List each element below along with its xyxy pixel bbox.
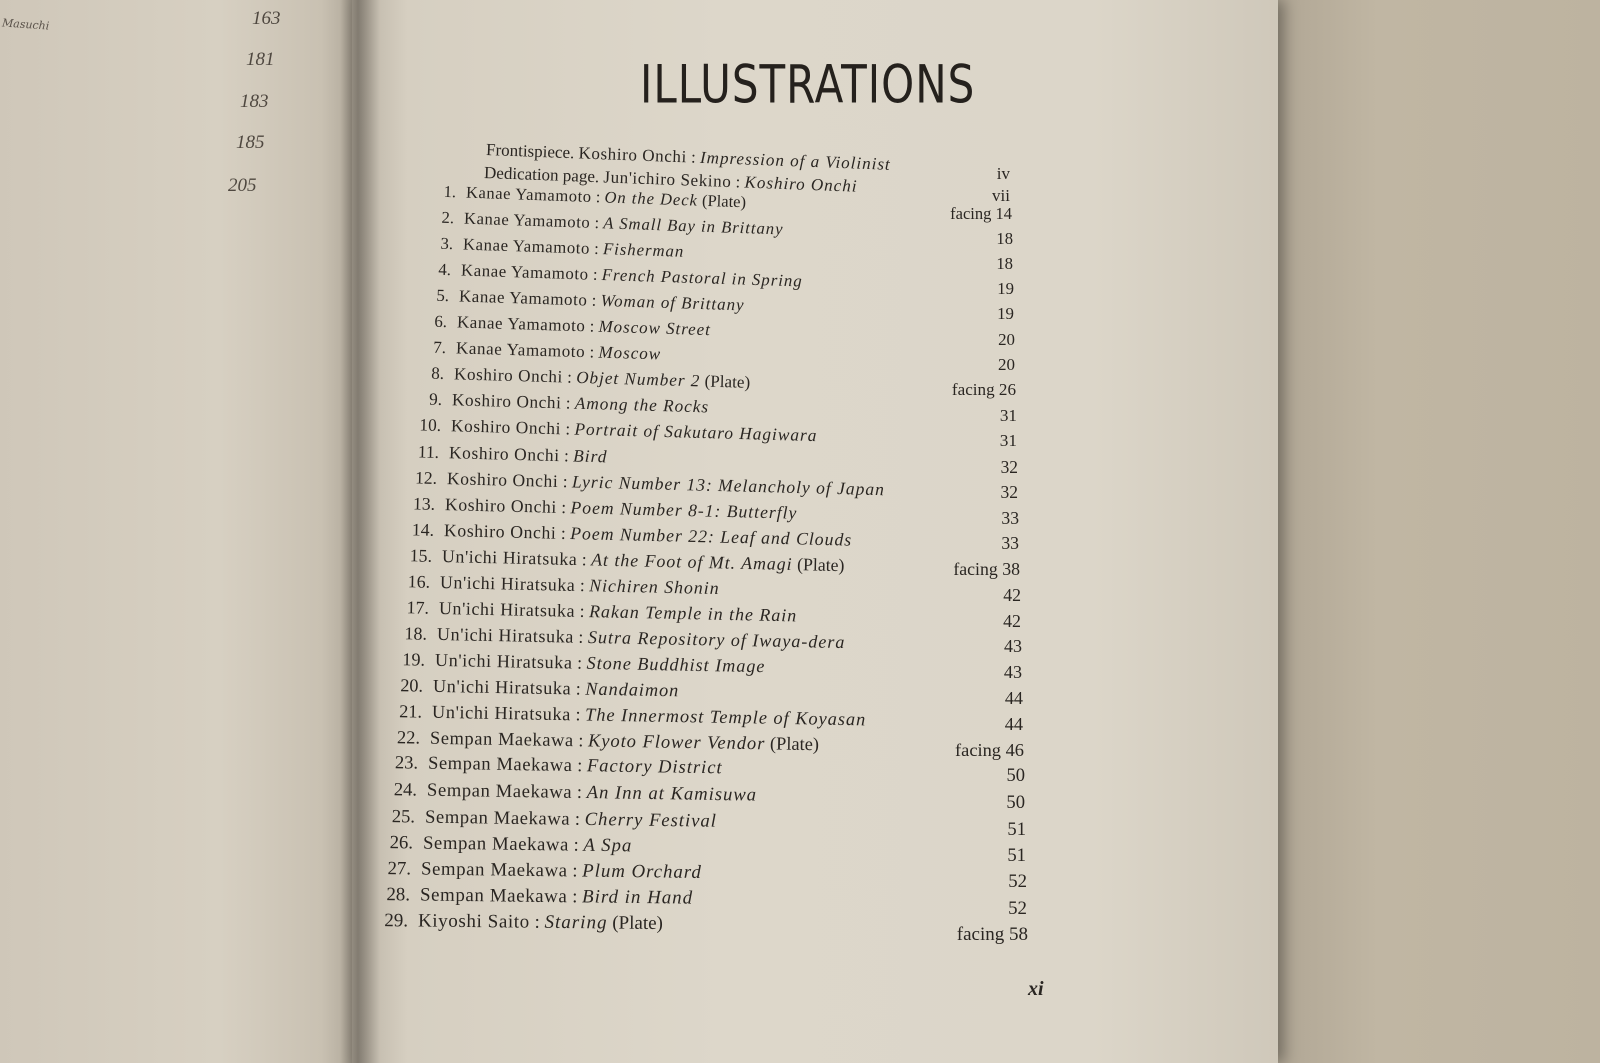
entry-artist: Koshiro Onchi — [578, 143, 688, 167]
entry-work: Stone Buddhist Image — [586, 652, 766, 677]
entry-page-ref: 51 — [1007, 819, 1026, 840]
entry-page-ref: 33 — [1001, 533, 1019, 553]
entry-page-ref: 42 — [1003, 585, 1021, 605]
entry-page-ref: 18 — [996, 254, 1013, 273]
entry-work: Impression of a Violinist — [699, 147, 892, 174]
entry-artist: Un'ichi Hiratsuka — [441, 546, 578, 570]
entry-work: Sutra Repository of Iwaya-dera — [587, 626, 846, 653]
entry-number: 21. — [398, 701, 423, 722]
entry-work: Bird — [572, 445, 608, 467]
illustration-entry: 16. Un'ichi Hiratsuka : Nichiren Shonin — [394, 571, 395, 595]
illustration-entry: 15. Un'ichi Hiratsuka : At the Foot of Mt. Amagi (Plate) — [396, 545, 397, 569]
entry-number: 10. — [419, 415, 442, 435]
entry-artist: Kanae Yamamoto — [455, 338, 586, 362]
entry-page-ref: 32 — [1000, 457, 1018, 477]
front-matter-entry: Frontispiece. Koshiro Onchi : Impression of a Violinist — [485, 140, 892, 174]
entry-note: (Plate) — [612, 912, 664, 935]
entry-number: 5. — [436, 285, 450, 306]
entry-number: 20. — [400, 675, 424, 696]
entry-page-ref: facing 14 — [950, 204, 1012, 223]
entry-note: (Plate) — [704, 371, 751, 392]
entry-page-ref: 44 — [1004, 688, 1023, 708]
entry-artist: Kanae Yamamoto — [465, 182, 593, 206]
entry-number: 23. — [394, 753, 419, 774]
entry-number: 6. — [434, 311, 448, 332]
entry-artist: Un'ichi Hiratsuka — [434, 649, 573, 673]
entry-page-ref: 19 — [997, 304, 1014, 323]
entry-number: 4. — [438, 259, 452, 280]
entry-work: Fisherman — [602, 239, 685, 261]
entry-work: French Pastoral in Spring — [601, 265, 804, 291]
entry-number: 24. — [393, 779, 418, 801]
entry-page-ref: 50 — [1006, 792, 1025, 813]
entry-page-ref: 42 — [1003, 611, 1021, 631]
entry-number: 28. — [386, 884, 411, 906]
entry-number: 11. — [417, 441, 440, 462]
entry-work: Among the Rocks — [574, 393, 710, 417]
illustration-entry: 13. Koshiro Onchi : Poem Number 8-1: Butterfly — [399, 493, 400, 517]
entry-page-ref: facing 26 — [951, 380, 1016, 399]
entry-artist: Sempan Maekawa — [420, 858, 568, 882]
entry-artist: Sempan Maekawa — [424, 806, 571, 830]
entry-number: 19. — [402, 649, 426, 670]
entry-number: 12. — [414, 467, 438, 488]
entry-work: An Inn at Kamisuwa — [586, 782, 758, 806]
entry-page-ref: facing 58 — [956, 924, 1028, 945]
entry-number: 18. — [404, 623, 428, 644]
entry-label: Dedication page. — [483, 163, 600, 187]
entry-work: Nichiren Shonin — [588, 575, 720, 599]
entry-artist: Un'ichi Hiratsuka — [439, 572, 576, 595]
entry-work: Moscow Street — [598, 316, 712, 340]
entry-page-ref: 19 — [997, 279, 1014, 298]
entry-work: Poem Number 22: Leaf and Clouds — [569, 523, 853, 550]
entry-note: (Plate) — [796, 554, 845, 576]
entry-artist: Koshiro Onchi — [444, 494, 558, 517]
entry-number: 9. — [428, 389, 443, 410]
entry-artist: Sempan Maekawa — [419, 884, 568, 908]
entry-work: Staring — [544, 911, 608, 934]
entry-artist: Koshiro Onchi — [443, 520, 557, 543]
entry-page-ref: 32 — [1000, 482, 1018, 502]
entry-number: 15. — [409, 545, 433, 566]
entry-work: Cherry Festival — [584, 808, 718, 832]
entry-page-ref: 52 — [1008, 871, 1027, 892]
entry-work: Portrait of Sakutaro Hagiwara — [574, 419, 818, 446]
entry-number: 29. — [384, 910, 409, 932]
entry-work: Objet Number 2 — [575, 367, 701, 391]
entry-work: Poem Number 8-1: Butterfly — [570, 497, 798, 523]
entry-artist: Kanae Yamamoto — [463, 208, 591, 232]
entry-note: (Plate) — [701, 190, 747, 212]
page-title: ILLUSTRATIONS — [640, 53, 976, 116]
entry-page-ref: 43 — [1003, 662, 1022, 682]
entry-artist: Un'ichi Hiratsuka — [431, 701, 572, 725]
left-page-number: 185 — [236, 132, 265, 153]
entry-page-ref: 20 — [998, 355, 1015, 374]
entry-work: Plum Orchard — [582, 860, 702, 883]
entry-page-ref: iv — [996, 164, 1010, 183]
entry-label: Frontispiece. — [485, 140, 575, 163]
entry-number: 16. — [407, 571, 431, 592]
illustration-entry: 6. Kanae Yamamoto : Moscow Street — [411, 311, 412, 335]
entry-artist: Koshiro Onchi — [446, 468, 559, 491]
entry-page-ref: 52 — [1008, 898, 1027, 919]
entry-work: Koshiro Onchi — [744, 172, 858, 196]
entry-page-ref: 43 — [1004, 636, 1022, 656]
entry-artist: Sempan Maekawa — [427, 753, 573, 776]
illustration-entry: 11. Koshiro Onchi : Bird — [403, 441, 404, 465]
entry-work: At the Foot of Mt. Amagi — [590, 549, 793, 574]
illustration-entry: 1. Kanae Yamamoto : On the Deck (Plate) — [420, 181, 421, 205]
illustration-entry: 14. Koshiro Onchi : Poem Number 22: Leaf and Clouds — [398, 519, 399, 543]
entry-number: 22. — [396, 727, 421, 748]
illustration-entry: 5. Kanae Yamamoto : Woman of Brittany — [413, 285, 414, 309]
entry-number: 1. — [443, 181, 457, 202]
entry-artist: Koshiro Onchi — [451, 390, 562, 413]
illustration-entry: 2. Kanae Yamamoto : A Small Bay in Brittany — [418, 207, 419, 231]
entry-page-ref: facing 38 — [953, 559, 1020, 579]
illustration-entry: 7. Kanae Yamamoto : Moscow — [410, 337, 411, 361]
entry-number: 27. — [387, 858, 412, 880]
left-page-number: 181 — [246, 49, 275, 70]
entry-artist: Kanae Yamamoto — [462, 234, 591, 258]
entry-artist: Koshiro Onchi — [448, 442, 560, 466]
entry-page-ref: 31 — [999, 406, 1017, 425]
entry-number: 25. — [391, 806, 416, 828]
entry-page-ref: 31 — [999, 431, 1017, 450]
page-folio: xi — [1028, 978, 1044, 1000]
entry-artist: Sempan Maekawa — [429, 727, 574, 751]
left-page-number: 183 — [240, 91, 269, 112]
entry-page-ref: 18 — [996, 229, 1013, 248]
illustration-entry: 10. Koshiro Onchi : Portrait of Sakutaro Hagiwara — [405, 415, 406, 439]
entry-page-ref: 20 — [998, 330, 1015, 349]
entry-work: Rakan Temple in the Rain — [588, 601, 798, 626]
entry-work: A Small Bay in Brittany — [602, 213, 784, 239]
left-page — [0, 0, 365, 1063]
entry-artist: Jun'ichiro Sekino — [603, 167, 732, 192]
entry-number: 13. — [412, 493, 436, 514]
entry-work: Bird in Hand — [581, 886, 694, 909]
entry-artist: Un'ichi Hiratsuka — [436, 623, 575, 647]
entry-work: Factory District — [586, 756, 723, 779]
entry-work: A Spa — [583, 834, 633, 857]
background-cloth — [1230, 0, 1600, 1063]
illustration-entry: 4. Kanae Yamamoto : French Pastoral in Spring — [415, 259, 416, 283]
entry-artist: Sempan Maekawa — [426, 779, 573, 803]
entry-artist: Un'ichi Hiratsuka — [432, 675, 572, 699]
entry-artist: Kiyoshi Saito — [417, 910, 530, 933]
entry-artist: Koshiro Onchi — [450, 416, 562, 439]
entry-artist: Un'ichi Hiratsuka — [438, 597, 576, 621]
illustration-entry: 3. Kanae Yamamoto : Fisherman — [417, 233, 418, 257]
entry-number: 3. — [440, 233, 454, 254]
entry-artist: Sempan Maekawa — [422, 832, 570, 856]
entry-page-ref: 33 — [1001, 508, 1019, 528]
entry-number: 2. — [441, 207, 455, 228]
entry-work: On the Deck — [604, 187, 699, 210]
entry-work: Lyric Number 13: Melancholy of Japan — [571, 471, 886, 500]
entry-number: 17. — [406, 597, 430, 618]
entry-work: Kyoto Flower Vendor — [587, 730, 766, 754]
entry-work: Moscow — [598, 342, 662, 364]
entry-work: Nandaimon — [585, 678, 680, 701]
entry-number: 8. — [430, 363, 445, 384]
illustration-entry: 9. Koshiro Onchi : Among the Rocks — [406, 389, 407, 413]
entry-artist: Kanae Yamamoto — [456, 312, 586, 336]
entry-page-ref: facing 46 — [955, 740, 1024, 760]
illustration-entry: 8. Koshiro Onchi : Objet Number 2 (Plate) — [408, 363, 409, 387]
left-page-number: 205 — [228, 175, 257, 196]
entry-work: Woman of Brittany — [600, 290, 745, 315]
front-matter-entry: Dedication page. Jun'ichiro Sekino : Koshiro Onchi — [483, 163, 858, 196]
illustration-entry: 12. Koshiro Onchi : Lyric Number 13: Melancholy of Japan — [401, 467, 402, 491]
entry-number: 14. — [411, 519, 435, 540]
entry-artist: Kanae Yamamoto — [458, 286, 588, 310]
entry-work: The Innermost Temple of Koyasan — [584, 704, 867, 730]
entry-page-ref: 44 — [1004, 714, 1023, 734]
entry-page-ref: vii — [992, 186, 1010, 205]
left-page-fragment: Masuchi — [1, 16, 50, 33]
entry-number: 7. — [433, 337, 447, 358]
left-page-number: 163 — [252, 8, 281, 29]
entry-note: (Plate) — [769, 733, 820, 755]
entry-artist: Koshiro Onchi — [453, 364, 564, 387]
illustration-entry: 17. Un'ichi Hiratsuka : Rakan Temple in the Rain — [393, 597, 394, 621]
entry-number: 26. — [389, 832, 414, 854]
entry-page-ref: 50 — [1006, 766, 1025, 786]
entry-artist: Kanae Yamamoto — [460, 260, 590, 284]
entry-page-ref: 51 — [1007, 845, 1026, 866]
